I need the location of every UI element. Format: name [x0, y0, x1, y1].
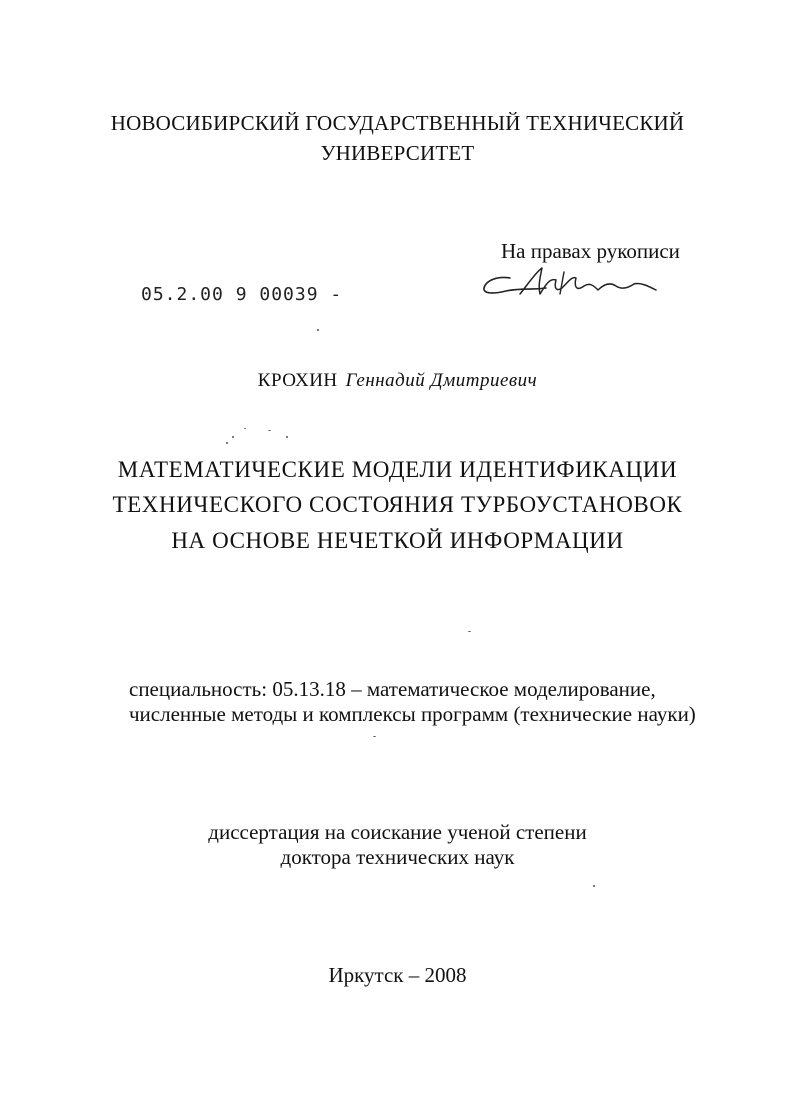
scan-speck: [373, 736, 376, 737]
place-and-year: Иркутск – 2008: [328, 963, 467, 987]
specialty-line2: численные методы и комплексы программ (технические науки): [129, 702, 696, 726]
scan-speck: [286, 436, 288, 438]
institution-name-line1: НОВОСИБИРСКИЙ ГОСУДАРСТВЕННЫЙ ТЕХНИЧЕСКИЙ: [110, 111, 685, 135]
archive-stamp-number: 05.2.00 9 00039 -: [141, 284, 343, 305]
scan-speck: [232, 436, 234, 438]
scan-speck: [268, 430, 271, 431]
dissertation-title-line1: МАТЕМАТИЧЕСКИЕ МОДЕЛИ ИДЕНТИФИКАЦИИ: [117, 457, 678, 482]
specialty-line1: специальность: 05.13.18 – математическое моделирование,: [129, 677, 656, 701]
scan-speck: [317, 329, 319, 331]
degree-line2: доктора технических наук: [280, 845, 515, 869]
scan-speck: [226, 442, 228, 444]
scan-speck: [244, 428, 246, 429]
author-signature: [480, 264, 670, 304]
author-given-names: Геннадий Дмитриевич: [345, 370, 538, 391]
author-surname: КРОХИН: [257, 370, 338, 391]
author-name: [0, 370, 795, 392]
scan-speck: [468, 631, 471, 632]
scan-speck: [593, 885, 595, 887]
degree-line1: диссертация на соискание ученой степени: [208, 820, 587, 844]
manuscript-rights-note: На правах рукописи: [501, 239, 680, 263]
dissertation-title-line2: ТЕХНИЧЕСКОГО СОСТОЯНИЯ ТУРБОУСТАНОВОК: [112, 492, 683, 517]
institution-name-line2: УНИВЕРСИТЕТ: [320, 141, 475, 165]
dissertation-title-line3: НА ОСНОВЕ НЕЧЕТКОЙ ИНФОРМАЦИИ: [171, 528, 624, 553]
